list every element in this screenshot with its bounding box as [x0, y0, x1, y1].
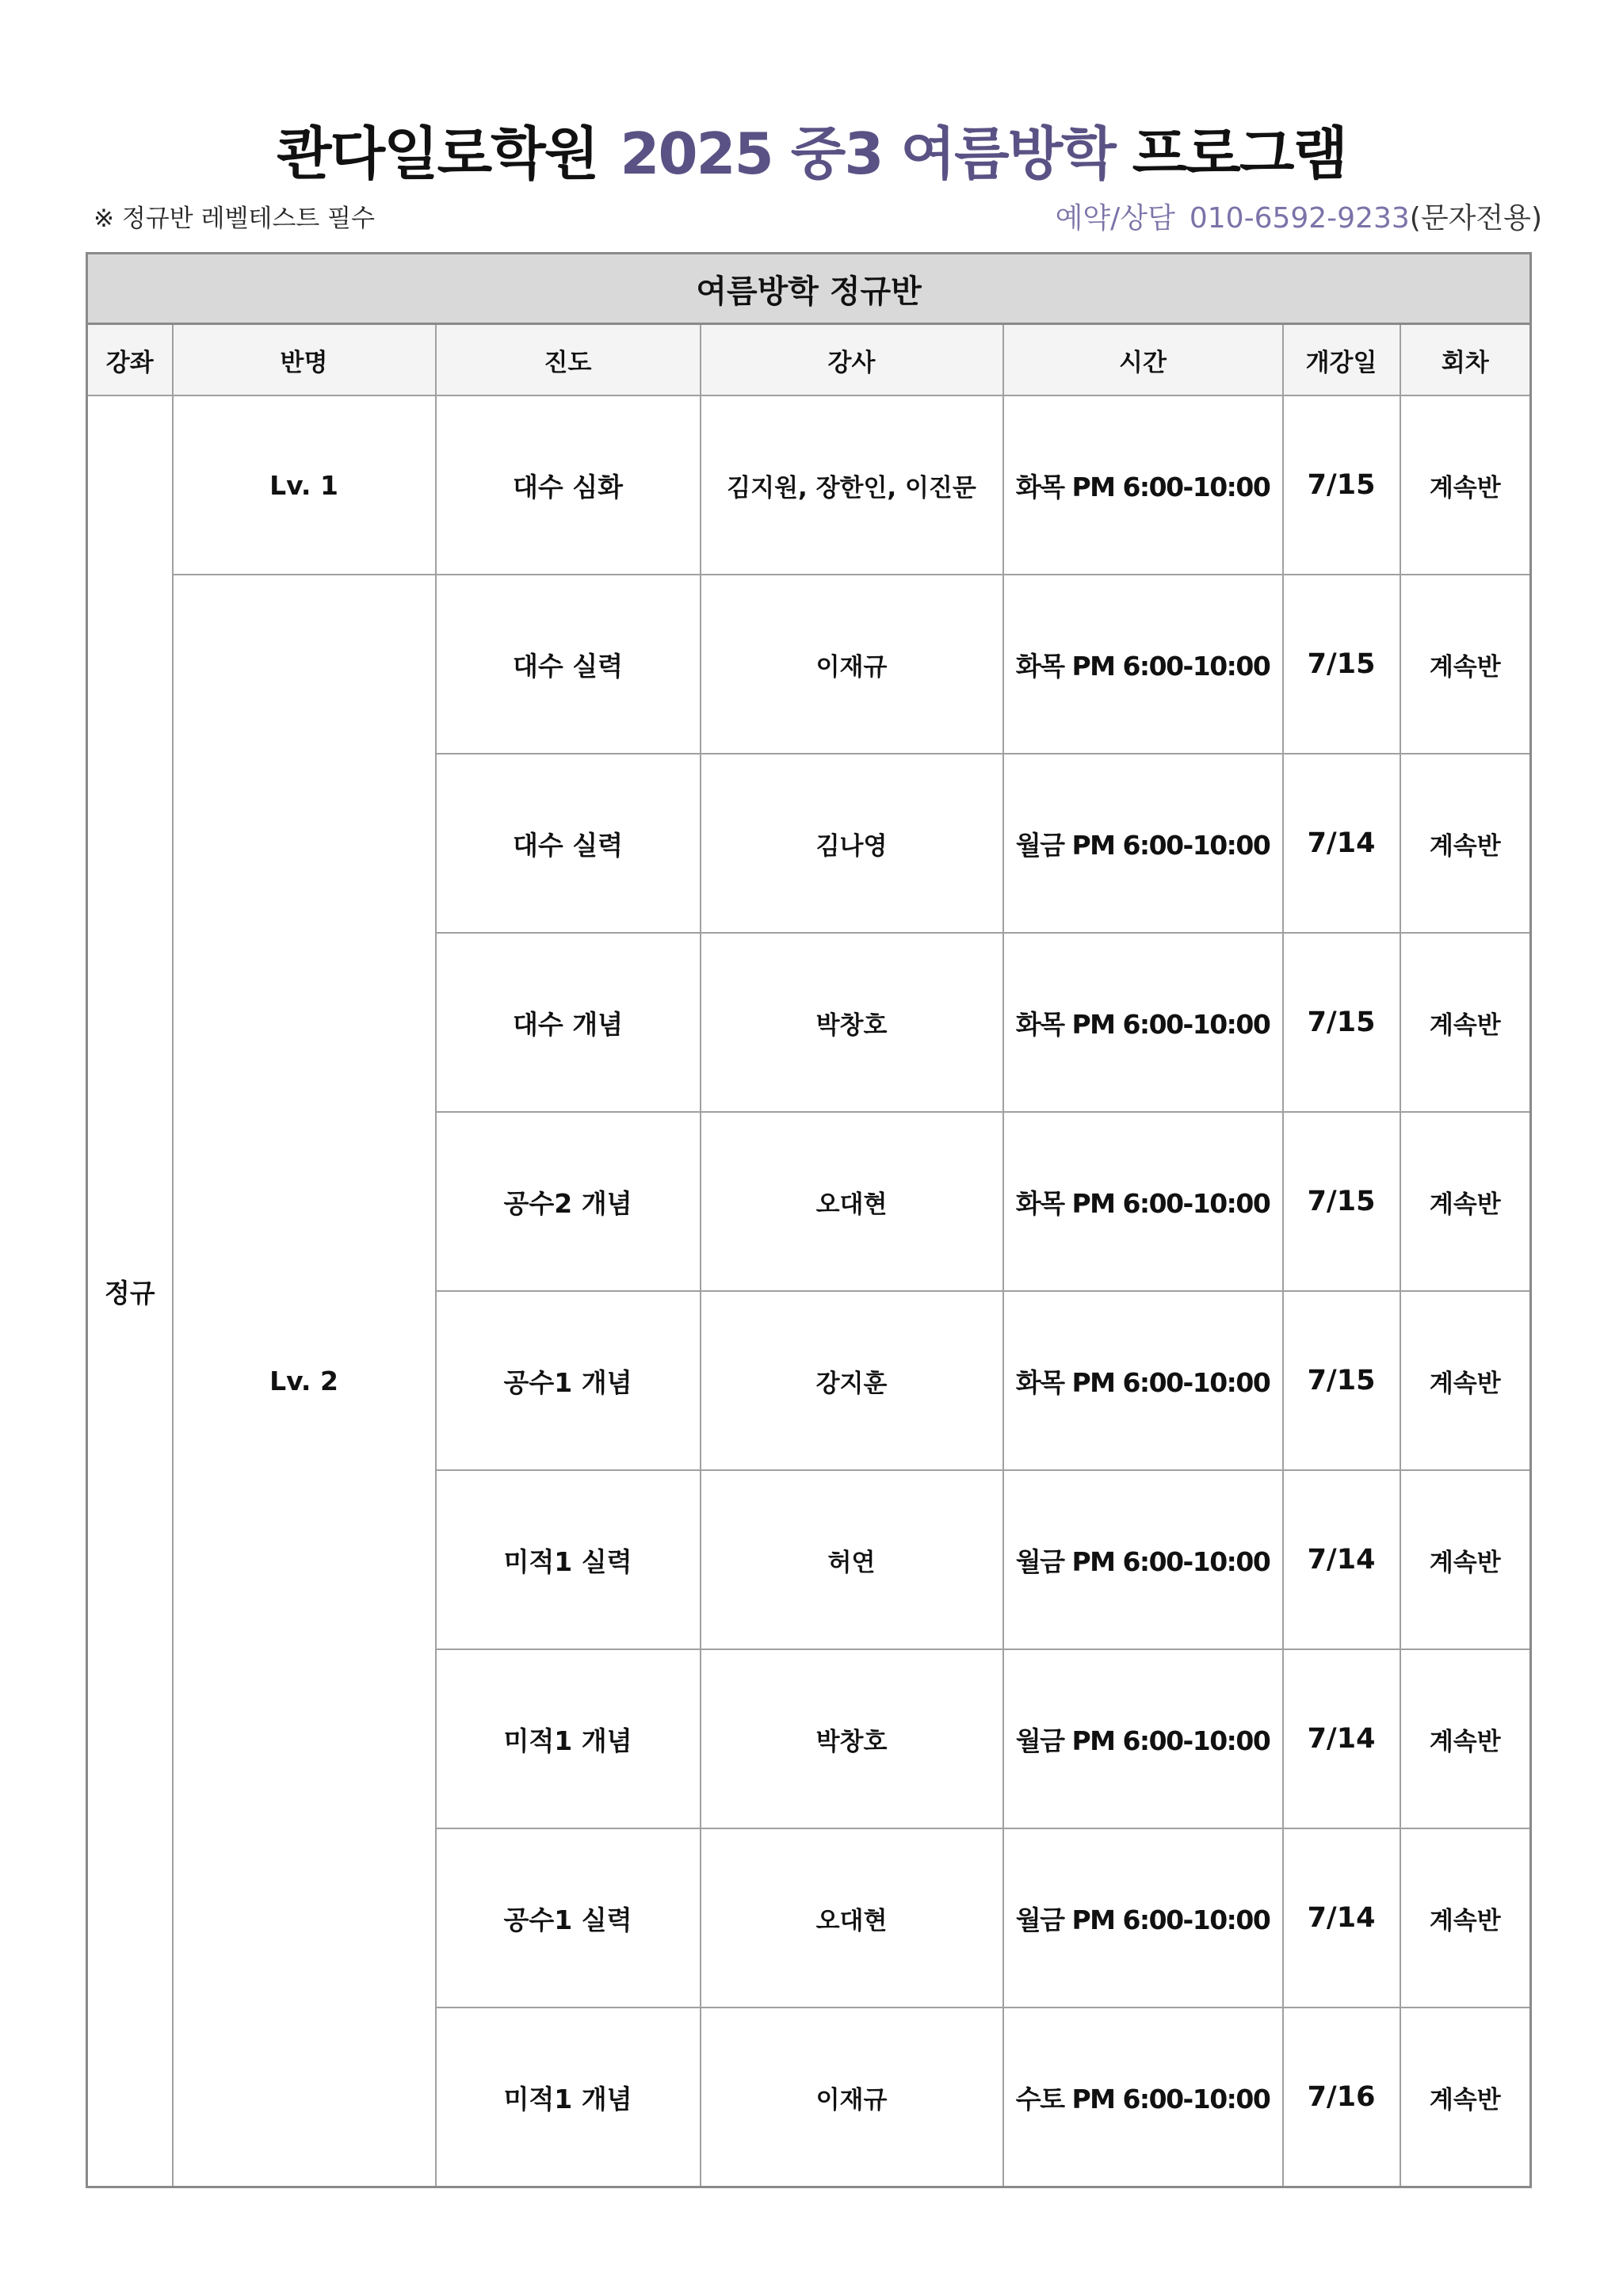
- table-header-row: [87, 324, 1531, 396]
- program-tail: 프로그램: [1132, 120, 1346, 187]
- session-cell: 계속반: [1400, 1291, 1531, 1470]
- column-header: 반명: [173, 324, 436, 396]
- start-date-cell: 7/15: [1283, 933, 1400, 1112]
- time-cell: 화목 PM 6:00-10:00: [1003, 575, 1283, 754]
- time-cell: 화목 PM 6:00-10:00: [1003, 1291, 1283, 1470]
- class-name-cell: Lv. 1: [173, 395, 436, 575]
- teacher-cell: 강지훈: [701, 1291, 1003, 1470]
- table-row: [87, 395, 1531, 575]
- start-date-cell: 7/14: [1283, 1470, 1400, 1649]
- course-cell: 정규: [87, 395, 173, 2187]
- teacher-cell: 김나영: [701, 754, 1003, 933]
- level-test-note: ※ 정규반 레벨테스트 필수: [94, 204, 375, 233]
- table-row: [87, 575, 1531, 754]
- session-cell: 계속반: [1400, 575, 1531, 754]
- contact-label: 예약/상담: [1055, 202, 1175, 235]
- start-date-cell: 7/15: [1283, 395, 1400, 575]
- schedule-table: [86, 252, 1532, 2188]
- start-date-cell: 7/14: [1283, 754, 1400, 933]
- time-cell: 화목 PM 6:00-10:00: [1003, 1112, 1283, 1291]
- start-date-cell: 7/15: [1283, 1112, 1400, 1291]
- time-cell: 월금 PM 6:00-10:00: [1003, 754, 1283, 933]
- progress-cell: 대수 실력: [436, 754, 701, 933]
- time-cell: 화목 PM 6:00-10:00: [1003, 933, 1283, 1112]
- program-name: 2025 중3 여름방학: [620, 120, 1115, 187]
- teacher-cell: 박창호: [701, 933, 1003, 1112]
- session-cell: 계속반: [1400, 933, 1531, 1112]
- time-cell: 수토 PM 6:00-10:00: [1003, 2008, 1283, 2187]
- teacher-cell: 오대현: [701, 1112, 1003, 1291]
- progress-cell: 미적1 개념: [436, 1649, 701, 1828]
- column-header: 강좌: [87, 324, 173, 396]
- brand-name: 콴다일로학원: [277, 120, 598, 187]
- time-cell: 화목 PM 6:00-10:00: [1003, 395, 1283, 575]
- session-cell: 계속반: [1400, 395, 1531, 575]
- progress-cell: 공수2 개념: [436, 1112, 701, 1291]
- session-cell: 계속반: [1400, 754, 1531, 933]
- teacher-cell: 허연: [701, 1470, 1003, 1649]
- progress-cell: 공수1 개념: [436, 1291, 701, 1470]
- teacher-cell: 김지원, 장한인, 이진문: [701, 395, 1003, 575]
- time-cell: 월금 PM 6:00-10:00: [1003, 1828, 1283, 2008]
- start-date-cell: 7/15: [1283, 1291, 1400, 1470]
- start-date-cell: 7/14: [1283, 1828, 1400, 2008]
- session-cell: 계속반: [1400, 1112, 1531, 1291]
- start-date-cell: 7/15: [1283, 575, 1400, 754]
- column-header: 회차: [1400, 324, 1531, 396]
- progress-cell: 대수 심화: [436, 395, 701, 575]
- progress-cell: 미적1 실력: [436, 1470, 701, 1649]
- page-title: [0, 108, 1623, 190]
- progress-cell: 공수1 실력: [436, 1828, 701, 2008]
- progress-cell: 미적1 개념: [436, 2008, 701, 2187]
- column-header: 개강일: [1283, 324, 1400, 396]
- contact-phone: 010-6592-9233: [1189, 202, 1410, 235]
- progress-cell: 대수 개념: [436, 933, 701, 1112]
- session-cell: 계속반: [1400, 1470, 1531, 1649]
- start-date-cell: 7/16: [1283, 2008, 1400, 2187]
- session-cell: 계속반: [1400, 1649, 1531, 1828]
- class-name-cell: Lv. 2: [173, 575, 436, 2187]
- teacher-cell: 이재규: [701, 575, 1003, 754]
- contact-suffix: (문자전용): [1409, 202, 1542, 235]
- teacher-cell: 이재규: [701, 2008, 1003, 2187]
- session-cell: 계속반: [1400, 1828, 1531, 2008]
- column-header: 시간: [1003, 324, 1283, 396]
- teacher-cell: 오대현: [701, 1828, 1003, 2008]
- column-header: 진도: [436, 324, 701, 396]
- column-header: 강사: [701, 324, 1003, 396]
- progress-cell: 대수 실력: [436, 575, 701, 754]
- table-caption: 여름방학 정규반: [87, 254, 1531, 324]
- session-cell: 계속반: [1400, 2008, 1531, 2187]
- teacher-cell: 박창호: [701, 1649, 1003, 1828]
- contact-info: [1056, 196, 1542, 236]
- start-date-cell: 7/14: [1283, 1649, 1400, 1828]
- time-cell: 월금 PM 6:00-10:00: [1003, 1649, 1283, 1828]
- time-cell: 월금 PM 6:00-10:00: [1003, 1470, 1283, 1649]
